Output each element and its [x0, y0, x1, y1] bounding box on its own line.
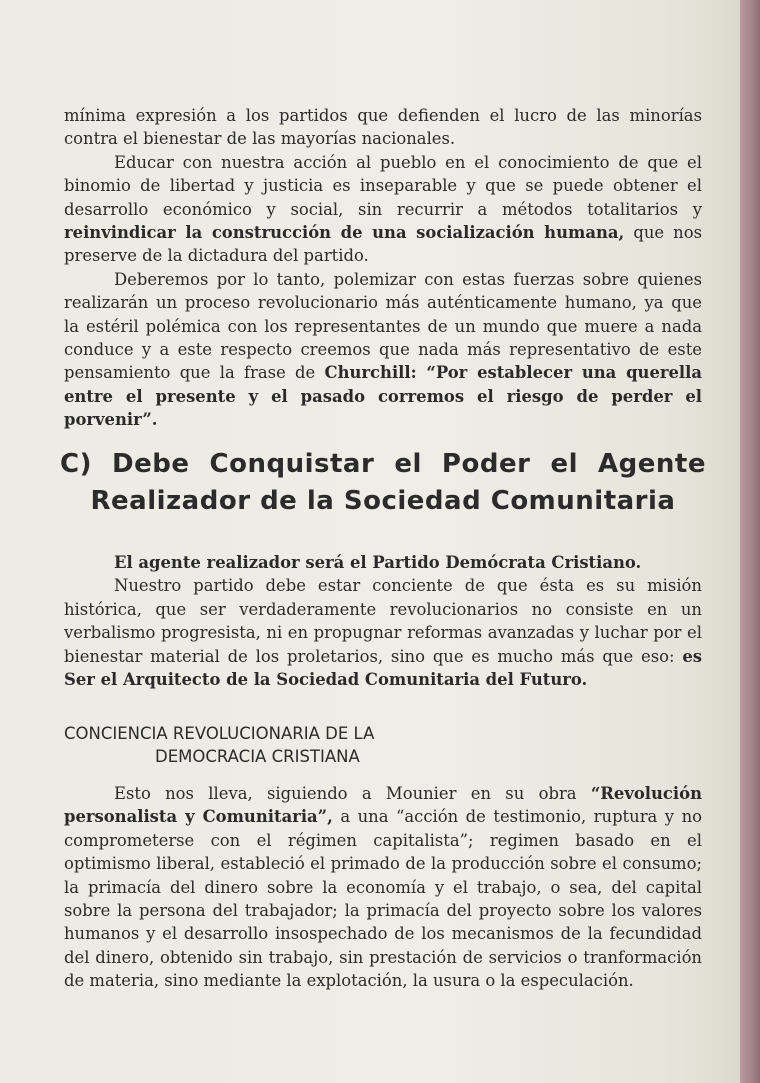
section-heading-line1: C) Debe Conquistar el Poder el Agente	[60, 449, 706, 479]
paragraph	[64, 782, 702, 993]
text-block-agent	[64, 551, 702, 691]
bold-quote: Churchill: “Por establecer una querella entre el presente y el pasado corremos el riesgo de perder el porvenir”.	[64, 363, 703, 430]
section-heading-line2: Realizador de la Sociedad Comunitaria	[90, 486, 676, 516]
paragraph: mínima expresión a los partidos que defienden el lucro de las minorías contra el bienestar de las mayorías nacionales.	[64, 106, 702, 149]
paragraph	[64, 268, 702, 432]
section-heading	[60, 446, 706, 520]
text-run: que nos preserve de la dictadura del partido.	[64, 223, 703, 266]
text-run: a una “acción de testimonio, ruptura y no comprometerse con el régimen capitalista”; regimen basado en el optimismo liberal, estableció el primado de la producción sobre el consumo; la primacía del dinero sobre la economía y el trabajo, o sea, del capital sobre la persona del trabajador; la primacía del proyecto sobre los valores humanos y el desarrollo insospechado de los mecanismos de la fecundidad del dinero, obtenido sin trabajo, sin prestación de servicios o tranformación de materia, sino mediante la explotación, la usura o la especulación.	[64, 807, 702, 991]
subheading	[64, 722, 664, 768]
subheading-line2: DEMOCRACIA CRISTIANA	[155, 747, 360, 766]
text-run: Esto nos lleva, siguiendo a Mounier en su obra	[114, 784, 577, 803]
paragraph	[64, 151, 702, 268]
bold-text-run: es Ser el Arquitecto de la Sociedad Comunitaria del Futuro.	[64, 646, 702, 690]
text-block-intro	[64, 104, 702, 432]
bold-text-run: reinvindicar la construcción de una socialización humana,	[64, 223, 625, 243]
lead-sentence: El agente realizador será el Partido Demócrata Cristiano.	[114, 553, 642, 572]
text-run: Nuestro partido debe estar conciente de que ésta es su misión histórica, que ser verdaderamente revolucionarios no consiste en un verbalismo progresista, ni en propugnar reformas avanzadas y luchar por el bienestar material de los proletarios, sino que es mucho más que eso:	[64, 576, 702, 666]
page-edge	[740, 0, 760, 1083]
text-run: Deberemos por lo tanto, polemizar con estas fuerzas sobre quienes realizarán un proceso revolucionario más auténticamente humano, ya que la estéril polémica con los representantes de un mundo que muere a nada conduce y a este respecto creemos que nada más representativo de este pensamiento que la frase de	[64, 269, 702, 383]
bold-title-run: “Revolución personalista y Comunitaria”,	[64, 784, 702, 827]
text-run: Educar con nuestra acción al pueblo en el conocimiento de que el binomio de libertad y justicia es inseparable y que se puede obtener el desarrollo económico y social, sin recurrir a métodos totalitarios y	[64, 152, 702, 219]
subheading-line1: CONCIENCIA REVOLUCIONARIA DE LA	[64, 724, 375, 743]
paragraph	[64, 574, 702, 691]
text-block-conscience	[64, 782, 702, 993]
